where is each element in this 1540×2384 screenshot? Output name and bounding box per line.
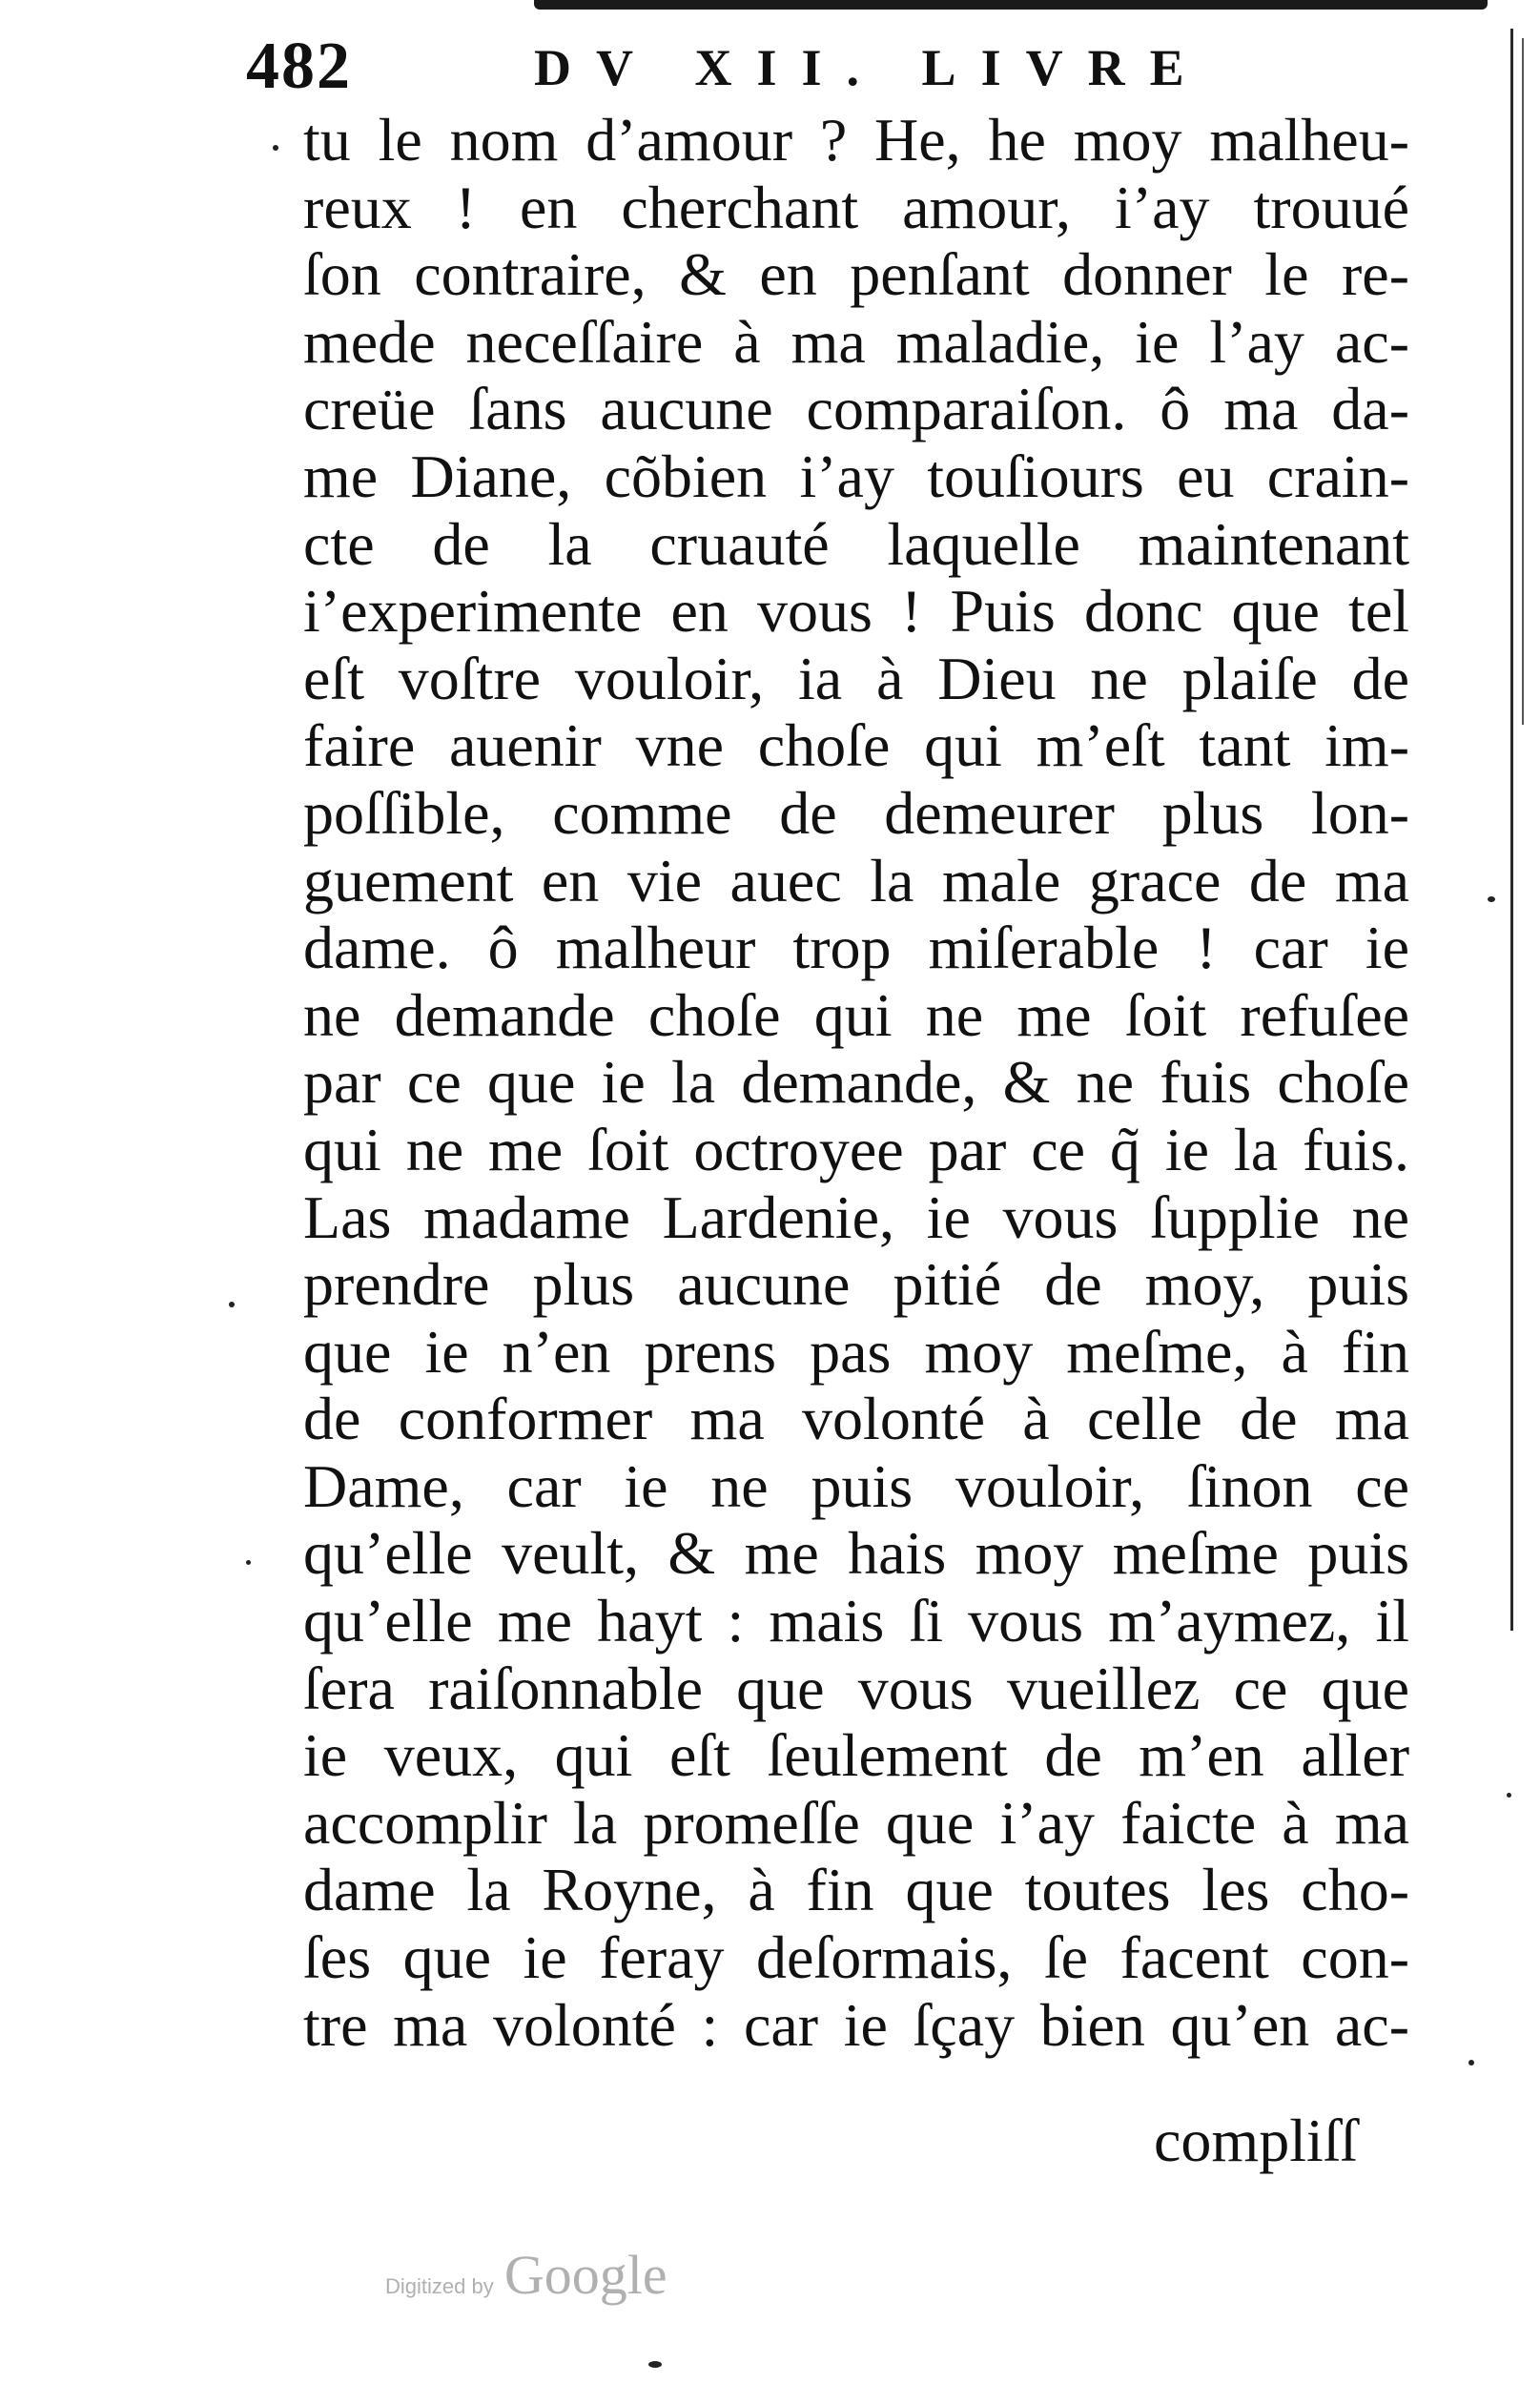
text-line: accomplir la promeſſe que i’ay faicte à ma <box>303 1788 1409 1857</box>
text-line: tu le nom d’amour ? He, he moy malheu- <box>303 106 1409 174</box>
text-line: ne demande choſe qui ne me ſoit refuſee <box>303 980 1409 1049</box>
text-line: faire auenir vne choſe qui m’eſt tant im- <box>303 711 1409 780</box>
text-line: prendre plus aucune pitié de moy, puis <box>303 1250 1409 1319</box>
text-line: Dame, car ie ne puis vouloir, ſinon ce <box>303 1451 1409 1520</box>
text-line: cte de la cruauté laquelle maintenant <box>303 509 1409 578</box>
text-line: ſera raiſonnable que vous vueillez ce que <box>303 1654 1409 1722</box>
body-text <box>303 107 1409 2059</box>
page-number: 482 <box>246 30 352 103</box>
scan-speck <box>229 1302 235 1307</box>
scan-speck <box>1488 896 1495 902</box>
text-line: me Diane, cõbien i’ay touſiours eu crain- <box>303 442 1409 510</box>
text-line: i’experimente en vous ! Puis donc que tel <box>303 577 1409 646</box>
text-line: ſon contraire, & en penſant donner le re- <box>303 240 1409 309</box>
scan-speck <box>648 2361 662 2368</box>
watermark-brand: Google <box>503 2244 667 2306</box>
text-line: tre ma volonté : car ie ſçay bien qu’en ac- <box>303 1990 1409 2059</box>
text-line: par ce que ie la demande, & ne fuis choſe <box>303 1048 1409 1117</box>
scan-speck <box>1468 2060 1474 2065</box>
text-line: Las madame Lardenie, ie vous ſupplie ne <box>303 1182 1409 1251</box>
running-head: DV XII. LIVRE <box>534 39 1209 96</box>
text-line: qu’elle veult, & me hais moy meſme puis <box>303 1519 1409 1588</box>
scan-speck <box>1507 1793 1511 1798</box>
text-line: ie veux, qui eſt ſeulement de m’en aller <box>303 1721 1409 1790</box>
scan-speck <box>273 145 278 151</box>
text-line: mede neceſſaire à ma maladie, ie l’ay ac- <box>303 307 1409 376</box>
page-header <box>246 29 1209 105</box>
page-edge-line-secondary <box>1522 38 1524 725</box>
page-edge-line <box>1510 29 1513 1631</box>
text-line: poſſible, comme de demeurer plus lon- <box>303 778 1409 847</box>
text-line: creüe ſans aucune comparaiſon. ô ma da- <box>303 375 1409 443</box>
text-line: dame la Royne, à fin que toutes les cho- <box>303 1856 1409 1924</box>
text-line: de conformer ma volonté à celle de ma <box>303 1385 1409 1453</box>
text-line: qui ne me ſoit octroyee par ce q̃ ie la fuis. <box>303 1115 1409 1183</box>
text-line: reux ! en cherchant amour, i’ay trouué <box>303 173 1409 241</box>
text-line: que ie n’en prens pas moy meſme, à fin <box>303 1317 1409 1386</box>
scan-speck <box>246 1560 251 1565</box>
top-rule <box>534 0 1488 10</box>
watermark-prefix: Digitized by <box>385 2274 494 2298</box>
text-line: dame. ô malheur trop miſerable ! car ie <box>303 914 1409 982</box>
text-line: guement en vie auec la male grace de ma <box>303 846 1409 915</box>
text-line: ſes que ie feray deſormais, ſe facent con- <box>303 1923 1409 1992</box>
text-line: eſt voſtre vouloir, ia à Dieu ne plaiſe de <box>303 644 1409 712</box>
digitized-watermark <box>385 2243 667 2310</box>
text-line: qu’elle me hayt : mais ſi vous m’aymez, il <box>303 1587 1409 1655</box>
catchword: compliſſ <box>1154 2107 1358 2174</box>
